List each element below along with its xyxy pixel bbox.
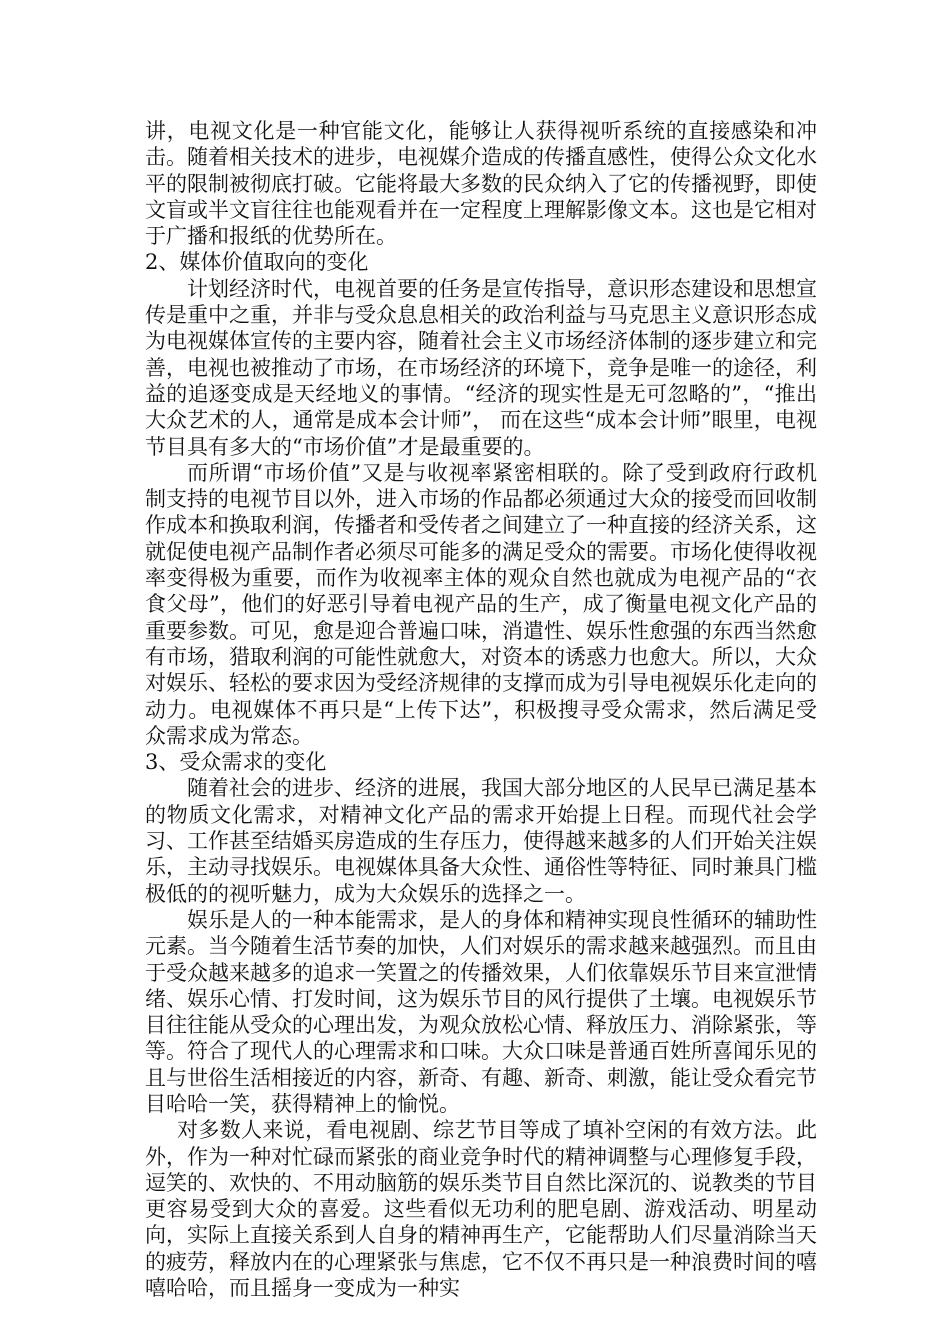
paragraph-continuation: 讲，电视文化是一种官能文化，能够让人获得视听系统的直接感染和冲击。随着相关技术的进步，电视媒介造成的传播直感性，使得公众文化水平的限制被彻底打破。它能将最大多数的民众纳入了它的传播视野，即使文盲或半文盲往往也能观看并在一定程度上理解影像文本。这也是它相对于广播和报纸的优势所在。 [145,119,817,249]
document-body [145,118,817,1301]
paragraph-leisure-method: 对多数人来说，看电视剧、综艺节目等成了填补空闲的有效方法。此外，作为一种对忙碌而紧张的商业竞争时代的精神调整与心理修复手段，逗笑的、欢快的、不用动脑筋的娱乐类节目自然比深沉的、说教类的节目更容易受到大众的喜爱。这些看似无功利的肥皂剧、游戏活动、明星动向，实际上直接关系到人自身的精神再生产，它能帮助人们尽量消除当天的疲劳，释放内在的心理紧张与焦虑，它不仅不再只是一种浪费时间的嘻嘻哈哈，而且摇身一变成为一种实 [145,1118,817,1301]
paragraph-planned-economy: 计划经济时代，电视首要的任务是宣传指导，意识形态建设和思想宣传是重中之重，并非与受众息息相关的政治利益与马克思主义意识形态成为电视媒体宣传的主要内容，随着社会主义市场经济体制的逐步建立和完善，电视也被推动了市场，在市场经济的环境下，竞争是唯一的途径，利益的追逐变成是天经地义的事情。“经济的现实性是无可忽略的”，“推出大众艺术的人，通常是成本会计师”， 而在这些“成本会计师”眼里，电视节目具有多大的“市场价值”才是最重要的。 [145,276,817,459]
section-heading-audience-demand: 3、受众需求的变化 [145,750,327,775]
section-heading-media-value: 2、媒体价值取向的变化 [145,250,369,275]
paragraph-entertainment-need: 娱乐是人的一种本能需求，是人的身体和精神实现良性循环的辅助性元素。当今随着生活节奏的加快，人们对娱乐的需求越来越强烈。而且由于受众越来越多的追求一笑置之的传播效果，人们依靠娱乐节目来宣泄情绪、娱乐心情、打发时间，这为娱乐节目的风行提供了土壤。电视娱乐节目往往能从受众的心理出发，为观众放松心情、释放压力、消除紧张，等等。符合了现代人的心理需求和口味。大众口味是普通百姓所喜闻乐见的且与世俗生活相接近的内容，新奇、有趣、新奇、刺激，能让受众看完节目哈哈一笑，获得精神上的愉悦。 [145,907,817,1116]
paragraph-social-progress: 随着社会的进步、经济的进展，我国大部分地区的人民早已满足基本的物质文化需求，对精神文化产品的需求开始提上日程。而现代社会学习、工作甚至结婚买房造成的生存压力，使得越来越多的人们开始关注娱乐，主动寻找娱乐。电视媒体具备大众性、通俗性等特征、同时兼具门槛极低的的视听魅力，成为大众娱乐的选择之一。 [145,776,817,906]
paragraph-market-value: 而所谓“市场价值”又是与收视率紧密相联的。除了受到政府行政机制支持的电视节目以外，进入市场的作品都必须通过大众的接受而回收制作成本和换取利润，传播者和受传者之间建立了一种直接的经济关系，这就促使电视产品制作者必须尽可能多的满足受众的需要。市场化使得收视率变得极为重要，而作为收视率主体的观众自然也就成为电视产品的“衣食父母”，他们的好恶引导着电视产品的生产，成了衡量电视文化产品的重要参数。可见，愈是迎合普遍口味，消遣性、娱乐性愈强的东西当然愈有市场，猎取利润的可能性就愈大，对资本的诱惑力也愈大。所以，大众对娱乐、轻松的要求因为受经济规律的支撑而成为引导电视娱乐化走向的动力。电视媒体不再只是“上传下达”，积极搜寻受众需求，然后满足受众需求成为常态。 [145,460,817,748]
